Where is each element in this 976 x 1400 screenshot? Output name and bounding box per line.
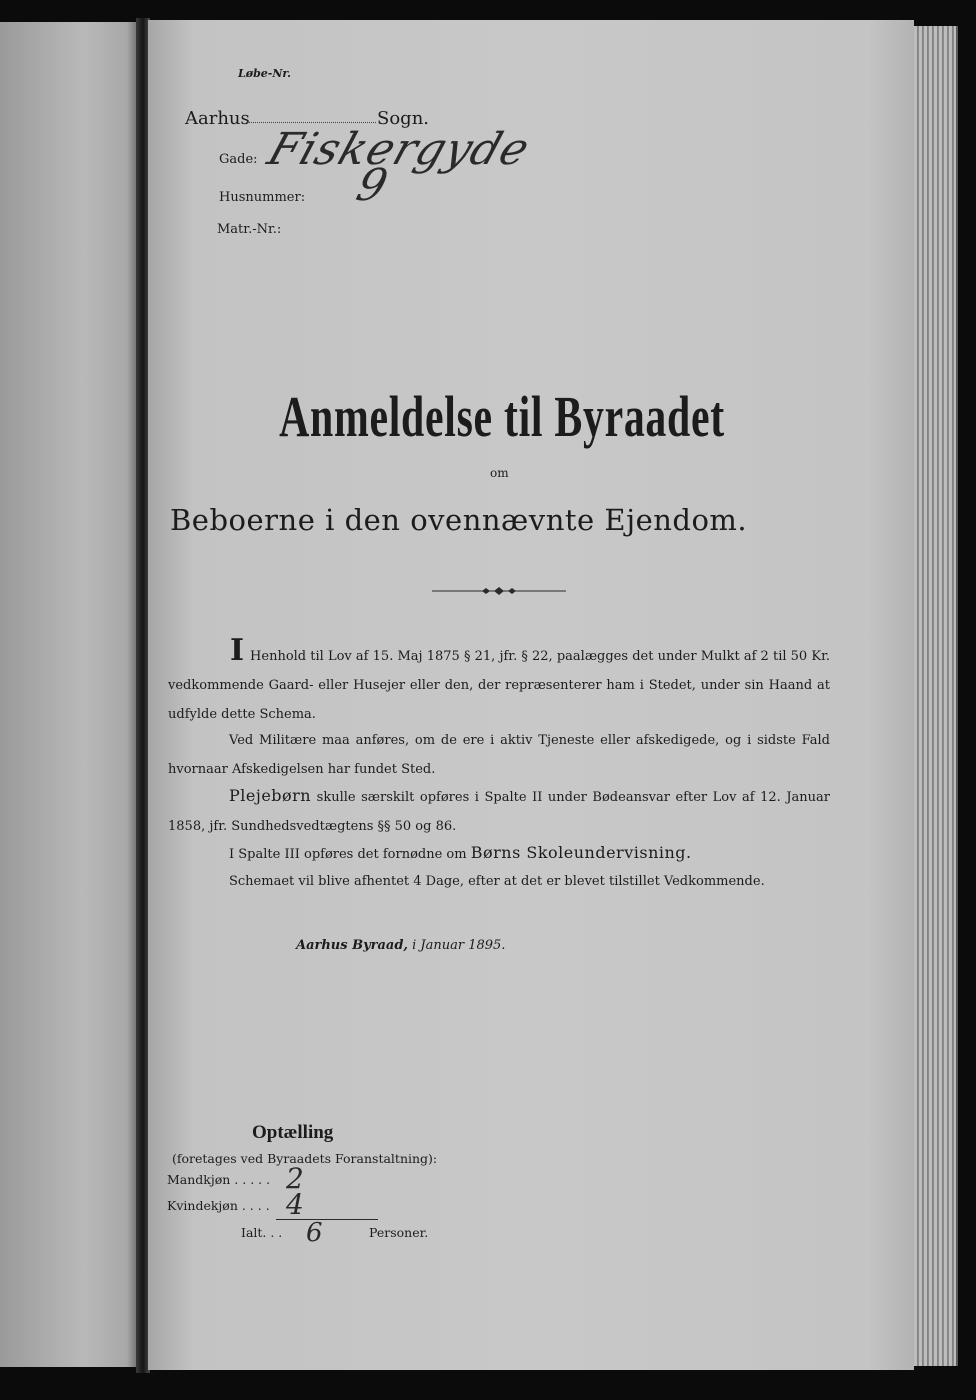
p2-text: Ved Militære maa anføres, om de ere i aktiv Tjeneste eller afskedigede, og i sidste Fald hvornaar Afskedigelsen har fundet Sted. (168, 733, 830, 777)
personer-label: Personer. (369, 1225, 429, 1240)
matr-nr-label: Matr.-Nr.: (217, 222, 282, 237)
document-subtitle: Beboerne i den ovennævnte Ejendom. (170, 503, 748, 537)
ialt-handwritten-value: 6 (306, 1218, 323, 1248)
p4-text: I Spalte III opføres det fornødne om (229, 847, 471, 862)
instruction-paragraph-5 (229, 867, 829, 896)
p3-text: skulle særskilt opføres i Spalte II under Bødeansvar efter Lov af 12. Januar 1858, jfr. Sundhedsvedtægtens §§ 50 og 86. (168, 790, 830, 834)
drop-cap: I (230, 633, 245, 668)
p1-text: Henhold til Lov af 15. Maj 1875 § 21, jfr. § 22, paalægges det under Mulkt af 2 til 50 Kr. vedkommende Gaard- eller Husejer eller den, der repræsenterer ham i Stedet, under sin Haand at udfylde dette Schema. (168, 649, 830, 722)
om-connector: om (490, 466, 509, 480)
left-facing-page (0, 22, 138, 1367)
instruction-paragraph-1 (168, 633, 830, 729)
gade-label: Gade: (219, 152, 258, 167)
signature-line (296, 938, 505, 953)
gade-handwritten-value: Fiskergyde (261, 124, 537, 175)
document-title: Anmeldelse til Byraadet (279, 384, 725, 449)
instruction-paragraph-4 (229, 838, 829, 869)
page-edges (914, 26, 958, 1366)
mandkjon-handwritten-value: 2 (286, 1162, 304, 1195)
aarhus-label: Aarhus (185, 108, 250, 129)
mandkjon-label: Mandkjøn . . . . . (167, 1172, 271, 1187)
instruction-paragraph-3 (168, 781, 830, 841)
husnummer-label: Husnummer: (219, 190, 306, 205)
husnummer-handwritten-value: 9 (351, 160, 393, 211)
p4-emphasis: Børns Skoleundervisning. (470, 843, 692, 862)
sogn-fill-line (246, 122, 376, 123)
p5-text: Schemaet vil blive afhentet 4 Dage, efter at det er blevet tilstillet Vedkommende. (229, 874, 765, 889)
signature-org: Aarhus Byraad, (296, 938, 408, 953)
instruction-paragraph-2 (168, 726, 830, 784)
kvindekjon-label: Kvindekjøn . . . . (167, 1198, 270, 1213)
p3-emphasis: Plejebørn (229, 786, 312, 805)
kvindekjon-handwritten-value: 4 (286, 1188, 304, 1221)
loebe-nr-label: Løbe-Nr. (238, 67, 291, 80)
divider-ornament (432, 586, 566, 596)
ialt-label: Ialt. . . (241, 1225, 283, 1240)
count-heading: Optælling (252, 1122, 334, 1143)
count-note: (foretages ved Byraadets Foranstaltning): (172, 1151, 438, 1166)
sogn-label: Sogn. (377, 108, 430, 129)
sum-line (276, 1219, 378, 1220)
signature-date: i Januar 1895. (407, 938, 506, 953)
